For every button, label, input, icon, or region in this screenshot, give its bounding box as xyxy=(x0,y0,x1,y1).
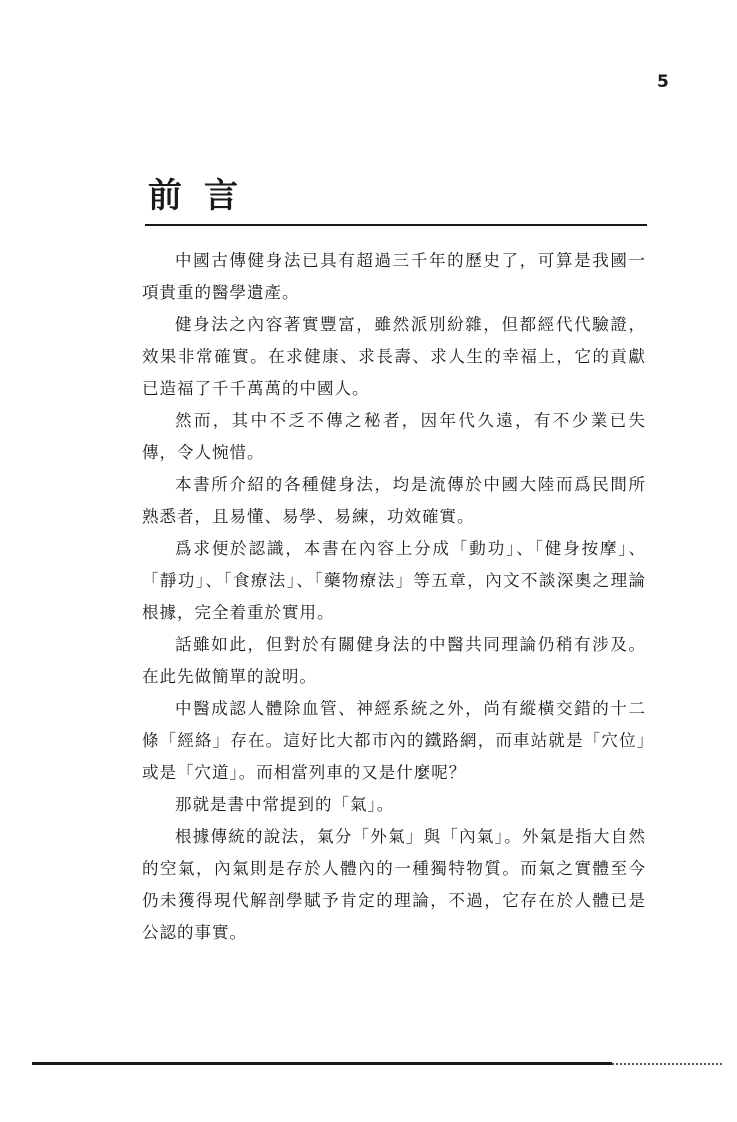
paragraph: 然而，其中不乏不傳之秘者，因年代久遠，有不少業已失傳，令人惋惜。 xyxy=(142,411,646,462)
paragraph: 話雖如此，但對於有關健身法的中醫共同理論仍稍有涉及。在此先做簡單的說明。 xyxy=(142,635,646,686)
paragraph: 本書所介紹的各種健身法，均是流傳於中國大陸而爲民間所熟悉者，且易懂、易學、易練，功效確實。 xyxy=(142,475,646,526)
bottom-rule xyxy=(32,1062,612,1065)
title-underline xyxy=(145,224,647,226)
paragraph: 那就是書中常提到的「氣」。 xyxy=(175,795,395,814)
bottom-rule-dotted xyxy=(612,1063,722,1065)
paragraph: 健身法之內容著實豐富，雖然派別紛雜，但都經代代驗證，效果非常確實。在求健康、求長壽、求人生的幸福上，它的貢獻已造福了千千萬萬的中國人。 xyxy=(142,315,646,398)
paragraph: 中國古傳健身法已具有超過三千年的歷史了，可算是我國一項貴重的醫學遺產。 xyxy=(142,251,646,302)
page-title: 前言 xyxy=(148,176,260,216)
body-text xyxy=(142,245,646,949)
paragraph: 中醫成認人體除血管、神經系統之外，尚有縱橫交錯的十二條「經絡」存在。這好比大都市內的鐵路網，而車站就是「穴位」或是「穴道」。而相當列車的又是什麼呢？ xyxy=(142,699,646,782)
page-number: 5 xyxy=(657,72,669,92)
paragraph: 爲求便於認識，本書在內容上分成「動功」、「健身按摩」、「靜功」、「食療法」、「藥物療法」等五章，內文不談深奧之理論根據，完全着重於實用。 xyxy=(142,539,646,622)
paragraph: 根據傳統的說法，氣分「外氣」與「內氣」。外氣是指大自然的空氣，內氣則是存於人體內的一種獨特物質。而氣之實體至今仍未獲得現代解剖學賦予肯定的理論，不過，它存在於人體已是公認的事實。 xyxy=(142,827,646,942)
